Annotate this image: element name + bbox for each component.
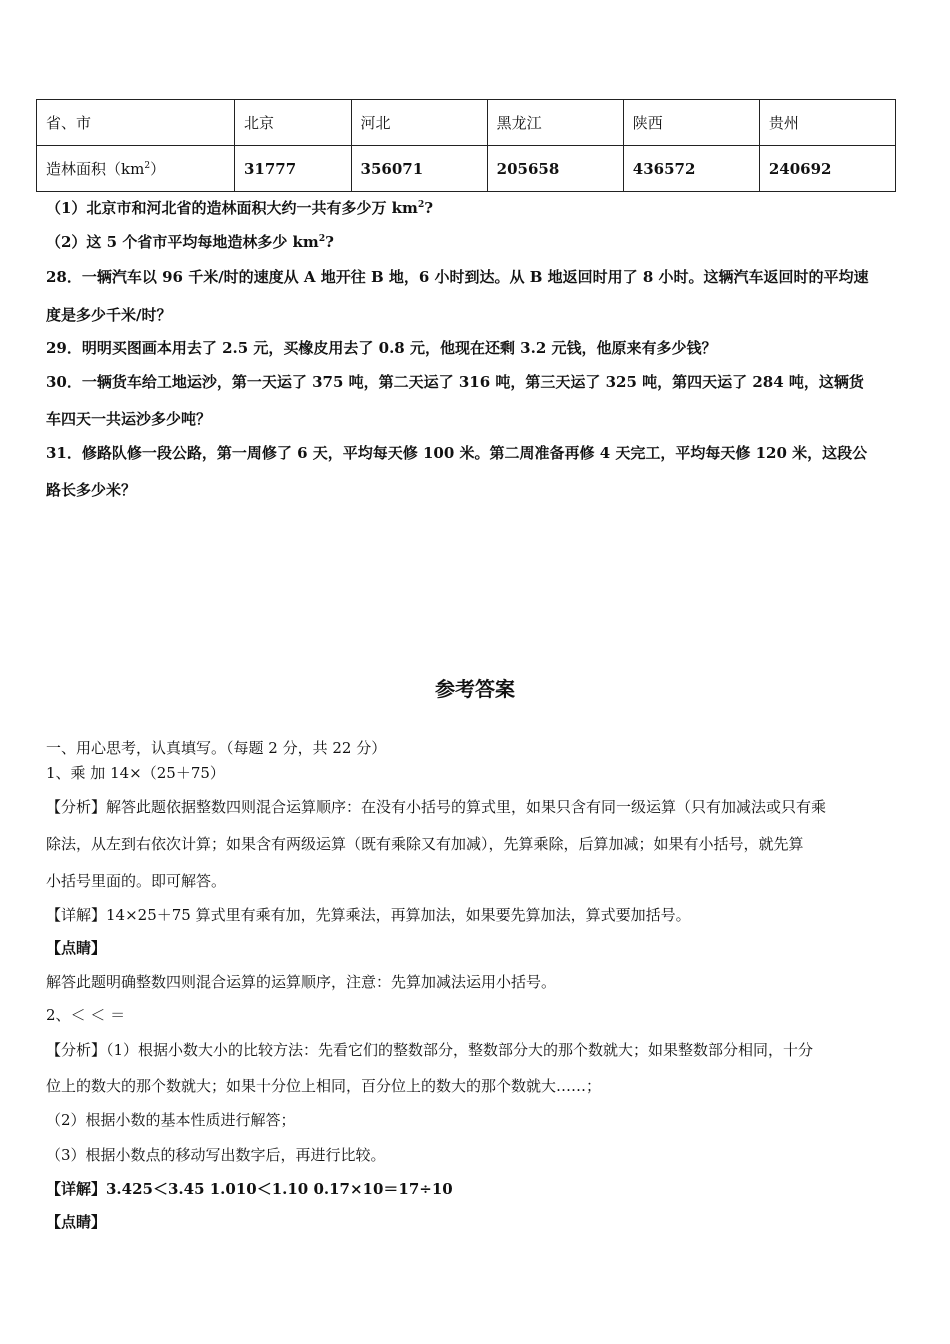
superscript: 2 — [144, 161, 151, 171]
answer-1: 1、乘 加 14×（25＋75） — [46, 764, 225, 782]
table-cell: 河北 — [351, 100, 487, 146]
question-text-end: ? — [325, 233, 334, 251]
answer-2-note-label: 【点睛】 — [46, 1213, 107, 1231]
superscript: 2 — [417, 200, 425, 210]
answer-2-analysis-line-1: 【分析】（1）根据小数大小的比较方法：先看它们的整数部分，整数部分大的那个数就大；如果整数部分相同，十分 — [46, 1041, 814, 1059]
row-label-text: 造林面积（km — [46, 160, 145, 178]
question-28-line-2: 度是多少千米/时？ — [46, 306, 172, 324]
question-31-line-2: 路长多少米？ — [46, 481, 137, 499]
answers-title: 参考答案 — [435, 677, 515, 701]
table-header-row — [37, 100, 896, 146]
answer-2: 2、＜ ＜ ＝ — [46, 1006, 126, 1024]
question-29: 29．明明买图画本用去了 2.5 元，买橡皮用去了 0.8 元，他现在还剩 3.2 元钱，他原来有多少钱？ — [46, 339, 717, 357]
table-cell: 黑龙江 — [487, 100, 623, 146]
answer-1-analysis-line-3: 小括号里面的。即可解答。 — [46, 872, 227, 890]
afforestation-table — [36, 99, 896, 192]
table-cell: 贵州 — [759, 100, 895, 146]
question-text: （1）北京市和河北省的造林面积大约一共有多少万 km — [46, 199, 418, 217]
question-text: （2）这 5 个省市平均每地造林多少 km — [46, 233, 319, 251]
table-cell: 省、市 — [37, 100, 235, 146]
table-cell: 北京 — [235, 100, 352, 146]
table-row-label — [37, 146, 235, 192]
question-28-line-1: 28．一辆汽车以 96 千米/时的速度从 A 地开往 B 地，6 小时到达。从 B 地返回时用了 8 小时。这辆汽车返回时的平均速 — [46, 268, 869, 286]
table-cell: 240692 — [759, 146, 895, 192]
answer-2-analysis-3: （3）根据小数点的移动写出数字后，再进行比较。 — [46, 1146, 386, 1164]
table-row — [37, 146, 896, 192]
answer-2-analysis-line-2: 位上的数大的那个数就大；如果十分位上相同，百分位上的数大的那个数就大……； — [46, 1077, 602, 1095]
answer-1-detail: 【详解】14×25＋75 算式里有乘有加，先算乘法，再算加法，如果要先算加法，算式要加括号。 — [46, 906, 691, 924]
table-cell: 31777 — [235, 146, 352, 192]
question-31-line-1: 31．修路队修一段公路，第一周修了 6 天，平均每天修 100 米。第二周准备再修 4 天完工，平均每天修 120 米，这段公 — [46, 444, 868, 462]
answer-1-note: 解答此题明确整数四则混合运算的运算顺序，注意：先算加减法运用小括号。 — [46, 973, 557, 991]
answer-1-analysis-line-1: 【分析】解答此题依据整数四则混合运算顺序：在没有小括号的算式里，如果只含有同一级运算（只有加减法或只有乘 — [46, 798, 827, 816]
answer-1-analysis-line-2: 除法，从左到右依次计算；如果含有两级运算（既有乘除又有加减），先算乘除，后算加减；如果有小括号，就先算 — [46, 835, 804, 853]
answer-2-detail: 【详解】3.425＜3.45 1.010＜1.10 0.17×10＝17÷10 — [46, 1180, 453, 1198]
answer-2-analysis-2: （2）根据小数的基本性质进行解答； — [46, 1111, 296, 1129]
question-27-2 — [46, 231, 908, 253]
row-label-end: ） — [150, 160, 166, 178]
question-30-line-2: 车四天一共运沙多少吨？ — [46, 410, 212, 428]
table-cell: 436572 — [623, 146, 759, 192]
question-27-1 — [46, 197, 908, 219]
question-30-line-1: 30．一辆货车给工地运沙，第一天运了 375 吨，第二天运了 316 吨，第三天运了 325 吨，第四天运了 284 吨，这辆货 — [46, 373, 864, 391]
superscript: 2 — [318, 234, 326, 244]
table-cell: 356071 — [351, 146, 487, 192]
table-cell: 陕西 — [623, 100, 759, 146]
section-heading: 一、用心思考，认真填写。（每题 2 分，共 22 分） — [46, 739, 387, 757]
answer-1-note-label: 【点睛】 — [46, 939, 107, 957]
question-text-end: ? — [424, 199, 433, 217]
table-cell: 205658 — [487, 146, 623, 192]
